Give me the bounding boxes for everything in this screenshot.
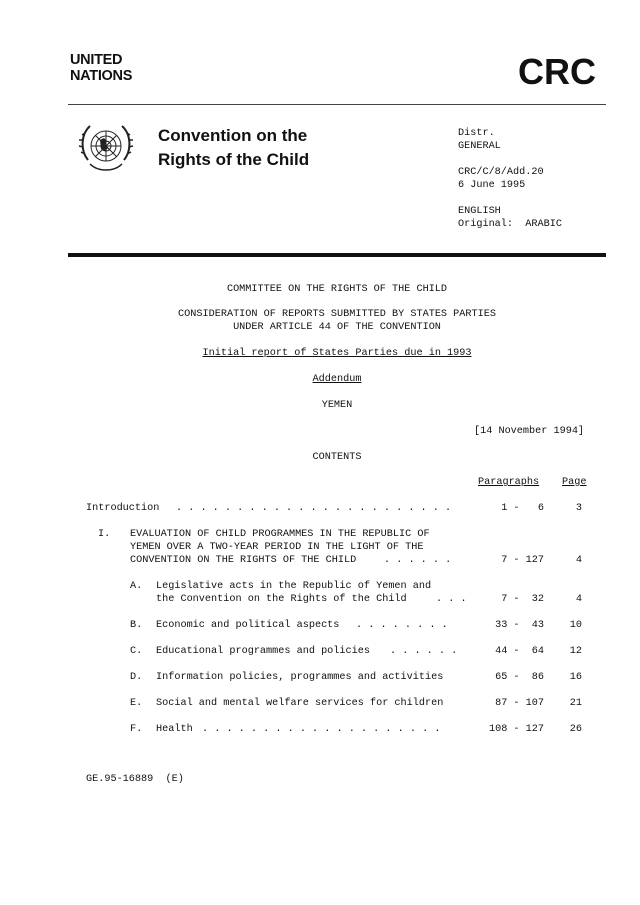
toc-item-a-letter: A. xyxy=(130,581,143,592)
toc-section1-line3: CONVENTION ON THE RIGHTS OF THE CHILD xyxy=(130,555,357,566)
committee-heading: COMMITTEE ON THE RIGHTS OF THE CHILD xyxy=(226,284,448,295)
toc-intro-page: 3 xyxy=(575,503,582,514)
toc-item-c-dots: . . . . . . xyxy=(390,646,458,657)
contents-heading: CONTENTS xyxy=(312,452,362,463)
toc-item-a-paras: 7 - 32 xyxy=(501,594,544,605)
header-divider xyxy=(68,104,606,105)
toc-item-b-dots: . . . . . . . . xyxy=(356,620,448,631)
toc-item-f-line1: Health xyxy=(156,724,193,735)
toc-item-c-paras: 44 - 64 xyxy=(495,646,544,657)
toc-intro-label: Introduction xyxy=(86,503,160,514)
language: ENGLISH xyxy=(458,206,501,217)
toc-item-e-page: 21 xyxy=(569,698,582,709)
toc-item-d-letter: D. xyxy=(130,672,143,683)
toc-section1-page: 4 xyxy=(575,555,582,566)
toc-item-e-line1: Social and mental welfare services for children xyxy=(156,698,444,709)
toc-section1-line1: EVALUATION OF CHILD PROGRAMMES IN THE REPUBLIC OF xyxy=(130,529,430,540)
toc-item-d-paras: 65 - 86 xyxy=(495,672,544,683)
doc-date: 6 June 1995 xyxy=(458,180,526,191)
toc-item-c-letter: C. xyxy=(130,646,143,657)
report-title xyxy=(68,347,606,360)
convention-title xyxy=(158,124,309,172)
toc-item-b-letter: B. xyxy=(130,620,143,631)
toc-section1-dots: . . . . . . xyxy=(384,555,452,566)
col-header-paragraphs: Paragraphs xyxy=(478,477,540,488)
toc-item-c-line1: Educational programmes and policies xyxy=(156,646,370,657)
org-line2: NATIONS xyxy=(70,68,133,84)
symbol-date-block xyxy=(458,166,544,192)
toc-section1-line2: YEMEN OVER A TWO-YEAR PERIOD IN THE LIGHT OF THE xyxy=(130,542,424,553)
toc-intro-paras: 1 - 6 xyxy=(501,503,544,514)
toc-item-a-line2: the Convention on the Rights of the Child xyxy=(156,594,407,605)
original-language: Original: ARABIC xyxy=(458,219,562,230)
un-emblem-icon xyxy=(76,120,136,178)
org-line1: UNITED xyxy=(70,52,123,68)
distr-value: GENERAL xyxy=(458,141,501,152)
toc-item-a-line1: Legislative acts in the Republic of Yemen and xyxy=(156,581,432,592)
toc-section1-number: I. xyxy=(98,529,111,540)
consideration-line2: UNDER ARTICLE 44 OF THE CONVENTION xyxy=(233,322,441,333)
toc-item-f-paras: 108 - 127 xyxy=(488,724,544,735)
distribution-block xyxy=(458,127,501,153)
toc-item-f-page: 26 xyxy=(569,724,582,735)
toc-item-e-letter: E. xyxy=(130,698,143,709)
doc-symbol: CRC/C/8/Add.20 xyxy=(458,167,544,178)
convention-title-line1: Convention on the xyxy=(158,126,308,145)
toc-item-f-dots: . . . . . . . . . . . . . . . . . . . . xyxy=(202,724,441,735)
convention-title-line2: Rights of the Child xyxy=(158,150,310,169)
toc-item-d-page: 16 xyxy=(569,672,582,683)
toc-item-a-dots: . . . xyxy=(436,594,467,605)
header-thick-rule xyxy=(68,253,606,257)
report-date: [14 November 1994] xyxy=(474,426,585,437)
toc-item-b-paras: 33 - 43 xyxy=(495,620,544,631)
addendum-text: Addendum xyxy=(312,374,362,385)
distr-label: Distr. xyxy=(458,128,495,139)
toc-section1-paras: 7 - 127 xyxy=(501,555,544,566)
toc-item-c-page: 12 xyxy=(569,646,582,657)
toc-item-f-letter: F. xyxy=(130,724,143,735)
document-symbol-large: CRC xyxy=(518,51,596,92)
report-title-text: Initial report of States Parties due in 1993 xyxy=(202,348,472,359)
language-block xyxy=(458,205,562,231)
toc-item-b-line1: Economic and political aspects xyxy=(156,620,340,631)
toc-item-d-line1: Information policies, programmes and activities xyxy=(156,672,444,683)
toc-item-e-paras: 87 - 107 xyxy=(495,698,544,709)
country-heading: YEMEN xyxy=(321,400,353,411)
toc-item-b-page: 10 xyxy=(569,620,582,631)
col-header-page: Page xyxy=(562,477,587,488)
addendum-heading xyxy=(68,373,606,386)
toc-item-a-page: 4 xyxy=(575,594,582,605)
toc-intro-dots: . . . . . . . . . . . . . . . . . . . . . . . xyxy=(176,503,452,514)
org-name xyxy=(70,52,132,84)
job-number: GE.95-16889 (E) xyxy=(86,774,184,785)
consideration-line1: CONSIDERATION OF REPORTS SUBMITTED BY STATES PARTIES xyxy=(178,309,496,320)
